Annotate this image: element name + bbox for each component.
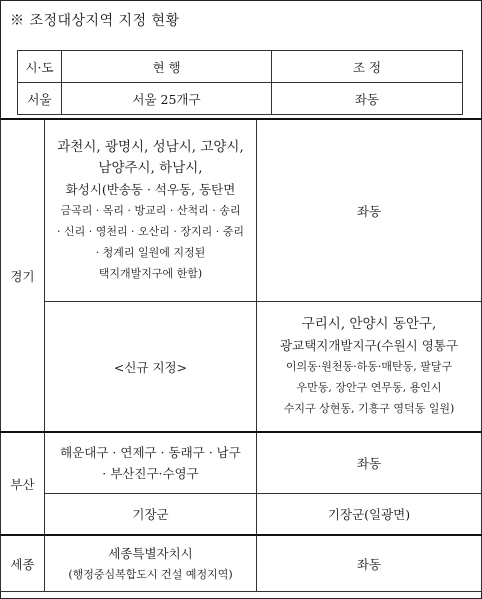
busan-gijang-adjust: 기장군(일광면): [257, 494, 482, 536]
text-line: · 신리 · 영천리 · 오산리 · 장지리 · 중리: [56, 225, 245, 238]
region-table: [0, 118, 482, 592]
header-table: [17, 50, 463, 115]
busan-row-1: [1, 432, 482, 494]
gyeonggi-current: [45, 119, 257, 302]
header-current: 현 행: [62, 51, 272, 83]
table-header-row: [18, 51, 463, 83]
sejong-current: [45, 535, 257, 592]
text-line: 해운대구 · 연제구 · 동래구 · 남구: [60, 445, 241, 460]
text-line: (행정중심복합도시 건설 예정지역): [68, 567, 233, 581]
seoul-row: [18, 83, 463, 115]
text-line: 구리시, 안양시 동안구,: [301, 316, 437, 332]
text-line: 금곡리 · 목리 · 방교리 · 산척리 · 송리: [60, 204, 241, 217]
gyeonggi-row-1: [1, 119, 482, 302]
sejong-region: 세종: [1, 535, 45, 592]
sejong-adjust: 좌동: [257, 535, 482, 592]
busan-gijang: 기장군: [45, 494, 257, 536]
gyeonggi-adjust: 좌동: [257, 119, 482, 302]
gyeonggi-new-label: <신규 지정>: [45, 302, 257, 433]
text-line: 광교택지개발지구(수원시 영통구: [280, 338, 458, 353]
page-title: ※ 조정대상지역 지정 현황: [10, 13, 180, 29]
text-line: 세종특별자치시: [108, 545, 193, 561]
text-line: 과천시, 광명시, 성남시, 고양시,: [57, 139, 244, 155]
text-line: 수지구 상현동, 기흥구 영덕동 일원): [283, 402, 455, 415]
seoul-current: 서울 25개구: [62, 83, 272, 115]
seoul-region: 서울: [18, 83, 62, 115]
text-line: 택지개발지구에 한함): [98, 267, 203, 280]
gyeonggi-row-2: [1, 302, 482, 433]
seoul-adjust: 좌동: [272, 83, 463, 115]
text-line: · 청계리 일원에 지정된: [95, 246, 206, 259]
text-line: · 부산진구·수영구: [102, 466, 199, 481]
header-region: 시·도: [18, 51, 62, 83]
text-line: 우만동, 장안구 연무동, 용인시: [296, 381, 442, 394]
busan-adjust: 좌동: [257, 432, 482, 494]
gyeonggi-new-areas: [257, 302, 482, 433]
gyeonggi-region: 경기: [1, 119, 45, 432]
text-line: 남양주시, 하남시,: [98, 160, 203, 176]
busan-row-2: [1, 494, 482, 536]
busan-region: 부산: [1, 432, 45, 535]
sejong-row: [1, 535, 482, 592]
text-line: 화성시(반송동 · 석우동, 동탄면: [65, 182, 236, 197]
text-line: 이의동·원천동·하동·매탄동, 팔달구: [285, 360, 453, 373]
header-adjust: 조 정: [272, 51, 463, 83]
busan-current: [45, 432, 257, 494]
